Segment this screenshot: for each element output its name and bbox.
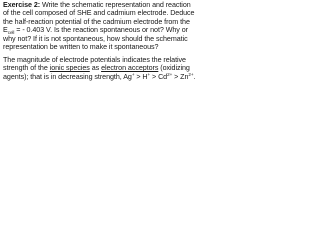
cell-subscript: cell	[7, 29, 15, 35]
explanation-text-part: as	[89, 64, 102, 73]
explanation-text-part: > Cd	[150, 72, 168, 81]
underlined-term-ionic-species: ionic species	[49, 64, 90, 73]
document-page	[0, 0, 200, 97]
exercise-paragraph	[3, 1, 197, 52]
explanation-text-part: > Zn	[172, 72, 189, 81]
charge-superscript: +	[131, 72, 135, 78]
exercise-text-part: = - 0.403 V. Is the reaction spontaneous or not? Why or why not? If it is not spontaneous, how should the schematic representation be written to make it spontaneous?	[3, 26, 188, 52]
exercise-title: Exercise 2:	[3, 1, 41, 9]
explanation-text-part: The magnitude of electrode potentials indicates the relative strength of the	[3, 56, 186, 73]
explanation-text-part: .	[193, 72, 196, 81]
explanation-text-part: > H	[134, 72, 148, 81]
explanation-text-part: (oxidizing agents); that is in decreasing strength, Ag	[3, 64, 190, 81]
underlined-term-electron-acceptors: electron acceptors	[101, 64, 159, 73]
exercise-text-part: Write the schematic representation and reaction of the cell composed of SHE and cadmium electrode. Deduce the half-reaction potential of the cadmium electrode from the E	[3, 1, 195, 35]
charge-superscript: 2+	[188, 72, 194, 78]
explanation-paragraph	[3, 56, 197, 81]
charge-superscript: 2+	[167, 72, 173, 78]
charge-superscript: +	[147, 72, 151, 78]
